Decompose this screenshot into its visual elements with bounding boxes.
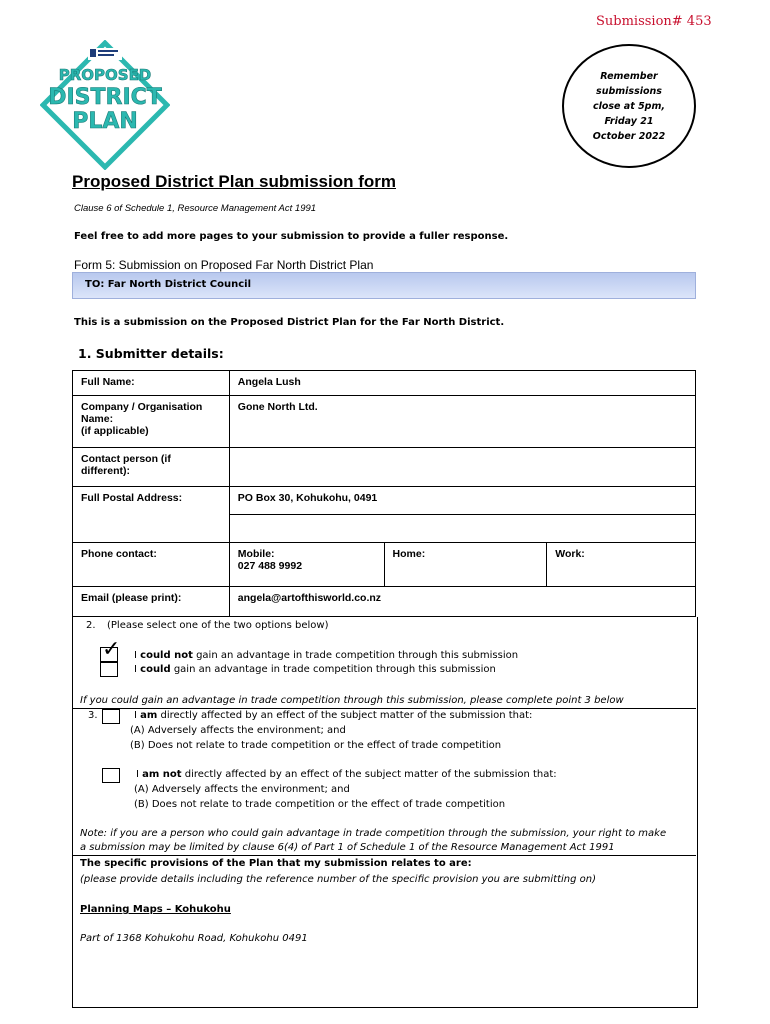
could-not-option-label: I could not gain an advantage in trade competition through this submission (134, 650, 519, 661)
postal-address-label: Full Postal Address: (73, 487, 230, 543)
submission-intro: This is a submission on the Proposed District Plan for the Far North District. (74, 317, 505, 328)
mobile-value: 027 488 9992 (237, 560, 303, 572)
form-title: Proposed District Plan submission form (72, 172, 397, 191)
section-1-heading: 1. Submitter details: (78, 346, 224, 361)
home-cell[interactable] (384, 543, 547, 587)
form-number: Form 5: Submission on Proposed Far North District Plan (74, 258, 374, 272)
postal-address-line-2[interactable] (229, 515, 695, 543)
table-row (73, 448, 696, 487)
additional-pages-note: Feel free to add more pages to your submission to provide a fuller response. (74, 231, 509, 242)
trade-competition-note-line-1: Note: if you are a person who could gain advantage in trade competition through the submission, your right to make (80, 828, 667, 839)
am-affected-condition-b: (B) Does not relate to trade competition or the effect of trade competition (130, 740, 502, 751)
contact-person-label: Contact person (if different): (73, 448, 230, 487)
divider (72, 298, 696, 299)
mobile-cell[interactable] (229, 543, 384, 587)
could-not-checkbox[interactable] (100, 637, 121, 662)
email-label: Email (please print): (73, 587, 230, 617)
provisions-instruction: (please provide details including the reference number of the specific provision you are submitting on) (80, 874, 596, 885)
contact-person-value[interactable] (229, 448, 695, 487)
planning-maps-heading: Planning Maps – Kohukohu (80, 904, 231, 915)
home-label: Home: (392, 548, 426, 560)
postal-address-value[interactable]: PO Box 30, Kohukohu, 0491 (229, 487, 695, 515)
work-label: Work: (555, 548, 585, 560)
table-row (73, 396, 696, 448)
email-value[interactable]: angela@artofthisworld.co.nz (229, 587, 695, 617)
clause-reference: Clause 6 of Schedule 1, Resource Management Act 1991 (74, 203, 317, 214)
am-affected-label: I am directly affected by an effect of the subject matter of the submission that: (134, 710, 533, 721)
provisions-heading: The specific provisions of the Plan that my submission relates to are: (80, 858, 472, 869)
am-affected-condition-a: (A) Adversely affects the environment; and (130, 725, 346, 736)
council-logo-icon (90, 49, 96, 57)
table-row (73, 543, 696, 587)
phone-contact-label: Phone contact: (73, 543, 230, 587)
am-not-affected-label: I am not directly affected by an effect of the subject matter of the submission that: (136, 769, 557, 780)
full-name-label: Full Name: (73, 371, 230, 396)
work-cell[interactable] (547, 543, 696, 587)
svg-text:DISTRICT: DISTRICT (48, 85, 162, 110)
could-checkbox[interactable] (100, 662, 118, 677)
mobile-label: Mobile: (237, 548, 275, 560)
table-row (73, 371, 696, 396)
point-3-instruction: If you could gain an advantage in trade competition through this submission, please complete point 3 below (80, 695, 624, 706)
am-not-affected-checkbox[interactable] (102, 768, 120, 783)
svg-text:PLAN: PLAN (72, 109, 138, 134)
property-description: Part of 1368 Kohukohu Road, Kohukohu 0491 (80, 933, 308, 944)
recipient-label: TO: Far North District Council (85, 279, 252, 290)
am-not-affected-condition-a: (A) Adversely affects the environment; and (134, 784, 350, 795)
submission-number: Submission# 453 (596, 14, 712, 29)
submission-details-frame (72, 617, 698, 1008)
divider (72, 855, 696, 856)
full-name-value[interactable]: Angela Lush (229, 371, 695, 396)
divider (72, 708, 696, 709)
proposed-district-plan-logo (40, 40, 170, 170)
am-affected-checkbox[interactable] (102, 709, 120, 724)
recipient-bar (72, 272, 696, 299)
section-3-number: 3. (88, 710, 98, 721)
table-row (73, 587, 696, 617)
trade-competition-note-line-2: a submission may be limited by clause 6(4) of Part 1 of Schedule 1 of the Resource Management Act 1991 (80, 842, 615, 853)
am-not-affected-condition-b: (B) Does not relate to trade competition or the effect of trade competition (134, 799, 506, 810)
company-label: Company / Organisation Name: (if applicable) (73, 396, 230, 448)
submitter-details-table (72, 370, 696, 617)
section-2-heading: (Please select one of the two options below) (107, 620, 329, 631)
section-2-number: 2. (86, 620, 96, 631)
table-row (73, 487, 696, 515)
company-value[interactable]: Gone North Ltd. (229, 396, 695, 448)
svg-text:PROPOSED: PROPOSED (58, 66, 152, 84)
submission-deadline-reminder: Remember submissions close at 5pm, Friday 21 October 2022 (562, 44, 696, 168)
checkmark-icon: ✓ (102, 637, 121, 662)
could-option-label: I could gain an advantage in trade competition through this submission (134, 664, 496, 675)
